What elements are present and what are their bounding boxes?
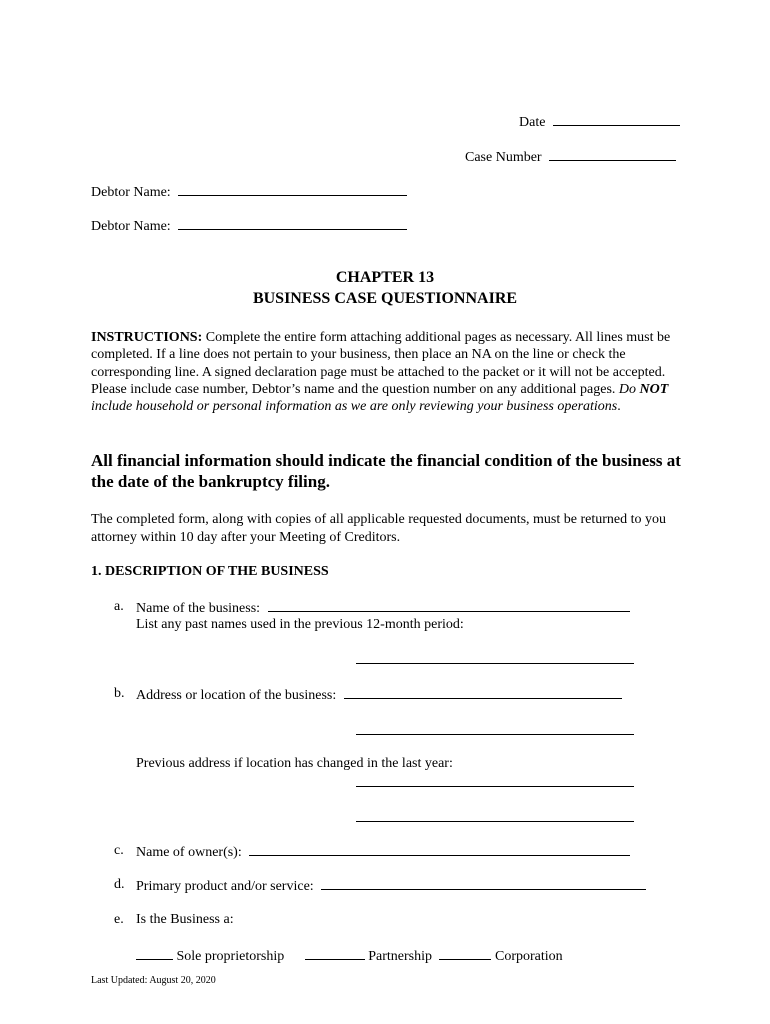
owner-name-blank[interactable] [249, 842, 630, 856]
item-d-marker: d. [114, 877, 125, 892]
business-address-blank-2[interactable] [356, 734, 634, 735]
date-blank[interactable] [553, 112, 680, 126]
business-address-blank[interactable] [344, 685, 622, 699]
sole-proprietorship-checkline[interactable] [136, 946, 173, 960]
product-service-blank[interactable] [321, 876, 646, 890]
case-number-label: Case Number [465, 150, 542, 165]
instructions-lead: INSTRUCTIONS: [91, 330, 203, 345]
debtor-name-row-1 [91, 182, 407, 201]
business-name-label: Name of the business: [136, 601, 261, 616]
debtor-name-label: Debtor Name: [91, 219, 171, 234]
partnership-checkline[interactable] [305, 946, 365, 960]
instructions-end: . [617, 399, 621, 415]
business-type-options [136, 946, 563, 965]
return-instructions: The completed form, along with copies of all applicable requested documents, must be returned to you attorney within 10 day after your Meeting of Creditors. [91, 512, 666, 545]
last-updated-footer: Last Updated: August 20, 2020 [91, 975, 216, 986]
case-number-blank[interactable] [549, 147, 676, 161]
previous-address-blank-2[interactable] [356, 821, 634, 822]
corporation-checkline[interactable] [439, 946, 491, 960]
debtor-name-blank[interactable] [178, 182, 407, 196]
instructions-paragraph [91, 329, 691, 415]
business-name-blank[interactable] [268, 598, 630, 612]
item-b-row [136, 685, 622, 704]
business-type-label: Is the Business a: [136, 912, 234, 927]
instructions-italic-bold: NOT [639, 381, 669, 397]
date-label: Date [519, 115, 546, 130]
instructions-italic-post: include household or personal information as we are only reviewing your business operations [91, 399, 618, 415]
instructions-body: Complete the entire form attaching additional pages as necessary. All lines must be completed. If a line does not pertain to your business, then place an NA on the line or check the corresponding line. A signed declaration page must be attached to the packet or it will not be accepted. Please include case number, Debtor’s name and the question number on any additional pages. [91, 330, 671, 397]
case-number-field-row [465, 147, 676, 166]
item-d-row [136, 876, 646, 895]
past-names-label: List any past names used in the previous 12-month period: [136, 617, 464, 632]
option-corporation: Corporation [494, 949, 563, 964]
item-c-row [136, 842, 630, 861]
past-names-blank[interactable] [356, 663, 634, 664]
business-address-label: Address or location of the business: [136, 688, 337, 703]
financial-notice: All financial information should indicate the financial condition of the business at the date of the bankruptcy filing. [91, 451, 681, 491]
item-a-row [136, 598, 630, 617]
instructions-italic-pre: Do [618, 381, 640, 397]
previous-address-blank[interactable] [356, 786, 634, 787]
debtor-name-row-2 [91, 216, 407, 235]
product-service-label: Primary product and/or service: [136, 879, 314, 894]
document-title-questionnaire: BUSINESS CASE QUESTIONNAIRE [252, 290, 518, 307]
debtor-name-blank[interactable] [178, 216, 407, 230]
item-b-marker: b. [114, 686, 125, 701]
owner-name-label: Name of owner(s): [136, 845, 242, 860]
item-a-marker: a. [114, 599, 124, 614]
document-title-chapter: CHAPTER 13 [335, 269, 435, 286]
section-1-heading: 1. DESCRIPTION OF THE BUSINESS [91, 564, 329, 579]
item-c-marker: c. [114, 843, 124, 858]
debtor-name-label: Debtor Name: [91, 185, 171, 200]
option-sole-proprietorship: Sole proprietorship [176, 949, 285, 964]
previous-address-label: Previous address if location has changed in the last year: [136, 756, 453, 771]
option-partnership: Partnership [368, 949, 432, 964]
item-e-marker: e. [114, 912, 124, 927]
date-field-row [519, 112, 680, 131]
